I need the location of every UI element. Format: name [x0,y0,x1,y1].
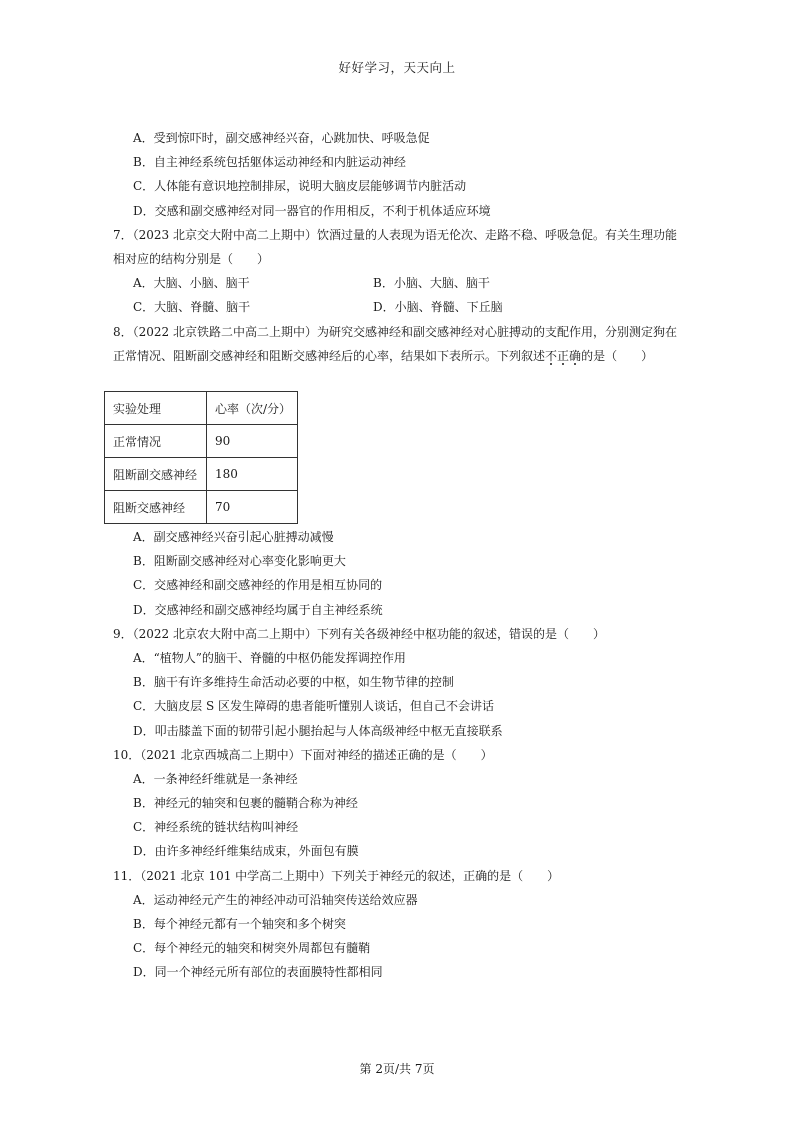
table-cell: 阻断副交感神经 [105,458,207,491]
table-cell: 90 [207,425,298,458]
q8-stem-pre: 正常情况、阻断副交感神经和阻断交感神经后的心率，结果如下表所示。下列叙述 [113,348,546,363]
q10-stem: 10．（2021 北京西城高二上期中）下面对神经的描述正确的是（ ） [113,747,493,762]
q8-stem-line1: 8．（2022 北京铁路二中高二上期中）为研究交感神经和副交感神经对心脏搏动的支配作用，分别测定狗在 [113,324,677,339]
q6-option-d: D．交感和副交感神经对同一器官的作用相反，不利于机体适应环境 [133,203,491,218]
heart-rate-table [104,391,298,524]
table-cell: 正常情况 [105,425,207,458]
q9-option-c: C．大脑皮层 S 区发生障碍的患者能听懂别人谈话，但自己不会讲话 [133,699,495,714]
table-cell: 180 [207,458,298,491]
table-row [105,425,298,458]
q7-stem-line2: 相对应的结构分别是（ ） [113,251,270,266]
table-row [105,491,298,524]
q8-emphasis-char-2: 正 [557,344,569,368]
q10-option-a: A．一条神经纤维就是一条神经 [133,771,298,786]
q6-option-b: B．自主神经系统包括躯体运动神经和内脏运动神经 [133,155,406,170]
q9-option-b: B．脑干有许多维持生命活动必要的中枢，如生物节律的控制 [133,675,454,690]
q11-stem: 11．（2021 北京 101 中学高二上期中）下列关于神经元的叙述，正确的是（ ） [113,868,560,883]
q8-option-c: C．交感神经和副交感神经的作用是相互协同的 [133,578,383,593]
table-cell: 阻断交感神经 [105,491,207,524]
q11-option-d: D．同一个神经元所有部位的表面膜特性都相同 [133,965,383,980]
questions-upper [113,126,693,368]
q9-stem: 9．（2022 北京农大附中高二上期中）下列有关各级神经中枢功能的叙述，错误的是（ ） [113,626,605,641]
q7-options-row2 [113,295,693,319]
q10-option-d: D．由许多神经纤维集结成束，外面包有膜 [133,844,359,859]
table-header-row [105,392,298,425]
q8-option-a: A．副交感神经兴奋引起心脏搏动减慢 [133,530,334,544]
q11-option-a: A．运动神经元产生的神经冲动可沿轴突传送给效应器 [133,892,418,907]
page-header: 好好学习，天天向上 [338,60,456,75]
page-footer: 第 2页/共 7页 [359,1062,435,1076]
q7-option-a: A．大脑、小脑、脑干 [133,276,250,291]
q7-option-d: D．小脑、脊髓、下丘脑 [373,300,503,315]
q8-stem-line2 [113,344,693,368]
q7-option-b: B．小脑、大脑、脑干 [373,276,490,291]
q9-option-a: A．“植物人”的脑干、脊髓的中枢仍能发挥调控作用 [133,650,406,665]
questions-lower [113,525,703,985]
q8-emphasis-char-1: 不 [545,344,557,368]
q10-option-b: B．神经元的轴突和包裹的髓鞘合称为神经 [133,796,358,811]
table-row [105,458,298,491]
q6-option-c: C．人体能有意识地控制排尿，说明大脑皮层能够调节内脏活动 [133,179,467,194]
q8-emphasis-char-3: 确 [569,344,581,368]
q7-stem-line1: 7．（2023 北京交大附中高二上期中）饮酒过量的人表现为语无伦次、走路不稳、呼吸急促。有关生理功能 [113,227,677,242]
table-cell: 70 [207,491,298,524]
q8-option-b: B．阻断副交感神经对心率变化影响更大 [133,554,346,569]
q9-option-d: D．叩击膝盖下面的韧带引起小腿抬起与人体高级神经中枢无直接联系 [133,723,503,738]
q8-option-d: D．交感神经和副交感神经均属于自主神经系统 [133,602,383,617]
table-header-cell: 实验处理 [105,392,207,425]
q7-options-row1 [113,271,693,295]
q8-stem-post: 的是（ ） [581,348,654,363]
q6-option-a: A．受到惊吓时，副交感神经兴奋，心跳加快、呼吸急促 [133,131,430,145]
q11-option-b: B．每个神经元都有一个轴突和多个树突 [133,917,346,931]
q7-option-c: C．大脑、脊髓、脑干 [133,300,251,315]
table-header-cell: 心率（次/分） [207,392,298,425]
q10-option-c: C．神经系统的链状结构叫神经 [133,820,299,835]
q11-option-c: C．每个神经元的轴突和树突外周都包有髓鞘 [133,941,371,956]
